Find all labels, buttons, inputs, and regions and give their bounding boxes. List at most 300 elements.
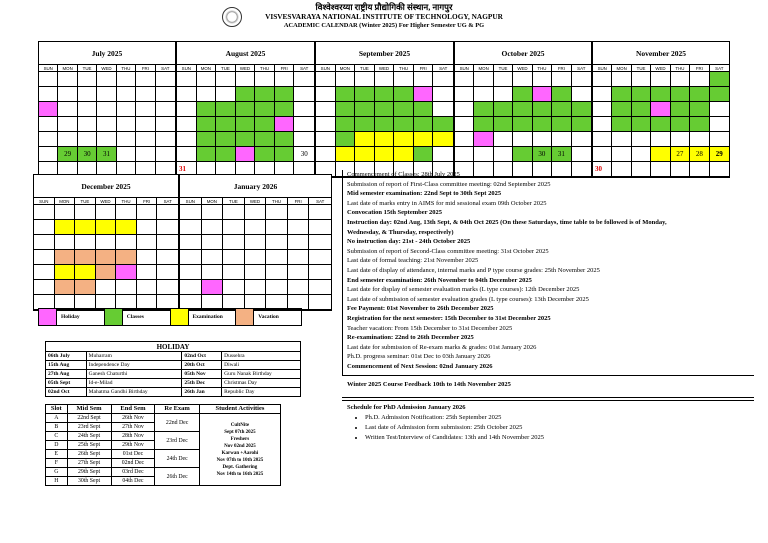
day-header: TUE: [355, 65, 375, 72]
month-title: July 2025: [39, 42, 175, 65]
day-cell: [309, 265, 331, 280]
day-cell: [288, 220, 310, 235]
day-cell: [494, 87, 513, 102]
day-cell: [309, 280, 331, 295]
day-cell: [156, 132, 175, 147]
slot-cell: 24th Sept: [67, 432, 111, 441]
day-cell: [245, 250, 267, 265]
slot-table: [45, 404, 281, 486]
day-header: SUN: [34, 198, 55, 205]
day-cell: [117, 102, 136, 117]
holiday-table: [45, 341, 301, 397]
day-cell: [414, 72, 434, 87]
day-cell: [216, 102, 236, 117]
slot-cell: 02nd Dec: [111, 459, 155, 468]
day-cell: [336, 147, 356, 162]
day-cell: [39, 87, 58, 102]
calendar-november-2025: [592, 41, 730, 178]
day-header: SUN: [39, 65, 58, 72]
day-cell: [690, 117, 709, 132]
day-cell: [96, 220, 117, 235]
day-cell: [309, 295, 331, 310]
day-cell: [710, 87, 729, 102]
day-cell: [255, 132, 275, 147]
day-cell: [690, 87, 709, 102]
day-cell: [494, 132, 513, 147]
day-cell: [116, 280, 137, 295]
day-cell: [336, 102, 356, 117]
day-cell: [671, 102, 690, 117]
day-cell: [223, 265, 245, 280]
phd-schedule-title: Schedule for PhD Admission January 2026: [347, 404, 466, 411]
day-cell: [572, 87, 591, 102]
day-cell: [75, 220, 96, 235]
holiday-cell: Diwali: [222, 361, 301, 370]
day-cell: [651, 132, 670, 147]
day-cell: [156, 117, 175, 132]
day-cell: [632, 132, 651, 147]
day-cell: [223, 235, 245, 250]
day-cell: [593, 147, 612, 162]
holiday-cell: 20th Oct: [182, 361, 222, 370]
day-header: SAT: [710, 65, 729, 72]
page-header: [0, 3, 768, 30]
day-cell: [245, 205, 267, 220]
day-cell: [294, 72, 314, 87]
day-header: THU: [255, 65, 275, 72]
day-cell: [117, 117, 136, 132]
day-cell: [97, 117, 116, 132]
day-cell: [494, 102, 513, 117]
holiday-cell: Ganesh Chaturthi: [86, 370, 182, 379]
day-cell: [136, 87, 155, 102]
day-header: THU: [266, 198, 288, 205]
activities-cell: [199, 414, 280, 486]
slot-row: [46, 414, 281, 423]
event-line: End semester examination: 26th November to 04th December 2025: [347, 276, 532, 284]
day-cell: [474, 147, 493, 162]
day-cell: [355, 102, 375, 117]
day-cell: [316, 117, 336, 132]
day-cell: [58, 102, 77, 117]
slot-cell: 29th Sept: [67, 468, 111, 477]
day-cell: [117, 87, 136, 102]
day-cell: [136, 102, 155, 117]
day-cell: [612, 72, 631, 87]
day-header: WED: [375, 65, 395, 72]
day-header: FRI: [136, 65, 155, 72]
slot-cell: H: [46, 477, 68, 486]
day-cell: [78, 117, 97, 132]
day-cell: [116, 235, 137, 250]
header-hindi: विश्वेश्वरय्या राष्ट्रीय प्रौद्योगिकी संस्थान, नागपुर: [315, 2, 453, 12]
day-cell: [552, 72, 571, 87]
day-cell: [223, 250, 245, 265]
holiday-cell: 26th Jan: [182, 388, 222, 397]
day-cell: [156, 147, 175, 162]
day-cell: [433, 72, 453, 87]
day-cell: [34, 220, 55, 235]
day-header: THU: [116, 198, 137, 205]
day-cell: [34, 205, 55, 220]
day-cell: [39, 117, 58, 132]
day-cell: [202, 205, 224, 220]
month-title: January 2026: [180, 175, 331, 198]
day-cell: 31: [177, 162, 197, 177]
event-line: Last date for submission of Re-exam marks & grades: 01st January 2026: [347, 343, 537, 351]
event-line: Commencement of Classes: 28th July 2025: [347, 171, 460, 178]
day-cell: [309, 250, 331, 265]
holiday-row: [46, 370, 301, 379]
day-cell: [572, 132, 591, 147]
event-line: Last date of display of attendance, internal marks and P type course grades: 25th November 2025: [347, 266, 600, 274]
day-cell: [116, 205, 137, 220]
holiday-row: [46, 352, 301, 361]
day-cell: [157, 220, 178, 235]
day-cell: [572, 147, 591, 162]
day-cell: [157, 205, 178, 220]
holiday-cell: Mahatma Gandhi Birthday: [86, 388, 182, 397]
day-cell: [136, 132, 155, 147]
day-cell: [75, 250, 96, 265]
day-cell: [202, 235, 224, 250]
holiday-cell: Muharram: [86, 352, 182, 361]
day-cell: [39, 147, 58, 162]
day-cell: [294, 132, 314, 147]
day-cell: [593, 117, 612, 132]
holiday-cell: Dussehra: [222, 352, 301, 361]
month-title: September 2025: [316, 42, 453, 65]
day-cell: [552, 132, 571, 147]
day-cell: [414, 102, 434, 117]
day-cell: 30: [78, 147, 97, 162]
course-feedback: Winter 2025 Course Feedback 10th to 14th November 2025: [342, 375, 754, 398]
activity-line: Sept 07th 2025: [224, 429, 256, 435]
day-cell: [156, 102, 175, 117]
day-cell: [34, 280, 55, 295]
event-line: Registration for the next semester: 15th December to 31st December 2025: [347, 314, 551, 322]
day-cell: [245, 280, 267, 295]
phd-item: • Last date of Admission form submission: 25th October 2025: [365, 423, 749, 433]
day-cell: [275, 117, 295, 132]
slot-header: Slot: [46, 405, 68, 414]
day-cell: 30: [294, 147, 314, 162]
day-header: TUE: [632, 65, 651, 72]
day-cell: [309, 235, 331, 250]
holiday-cell: Christmas Day: [222, 379, 301, 388]
day-cell: [294, 102, 314, 117]
day-cell: [266, 235, 288, 250]
day-cell: [157, 265, 178, 280]
day-cell: [572, 72, 591, 87]
day-header: THU: [394, 65, 414, 72]
day-header: WED: [651, 65, 670, 72]
day-cell: [236, 117, 256, 132]
slot-cell: 29th Nov: [111, 441, 155, 450]
event-line: Ph.D. progress seminar: 01st Dec to 03th January 2026: [347, 353, 491, 361]
slot-cell: 27th Nov: [111, 423, 155, 432]
day-cell: [288, 205, 310, 220]
month-title: August 2025: [177, 42, 314, 65]
day-header: TUE: [78, 65, 97, 72]
day-cell: [355, 87, 375, 102]
day-cell: 27: [671, 147, 690, 162]
day-cell: 30: [533, 147, 552, 162]
calendar-january-2026: [179, 174, 332, 311]
day-cell: [202, 265, 224, 280]
activity-line: Nov 02nd 2025: [224, 443, 256, 449]
day-cell: [78, 72, 97, 87]
holiday-row: [46, 379, 301, 388]
day-cell: [513, 132, 532, 147]
day-cell: [375, 102, 395, 117]
day-header: MON: [336, 65, 356, 72]
day-cell: [651, 87, 670, 102]
slot-cell: G: [46, 468, 68, 477]
day-cell: [355, 147, 375, 162]
event-line: Last date for display of semester evaluation marks (L type courses): 12th December 2025: [347, 286, 580, 294]
day-header: FRI: [690, 65, 709, 72]
day-cell: [593, 102, 612, 117]
day-cell: [494, 117, 513, 132]
day-cell: [197, 72, 217, 87]
month-title: November 2025: [593, 42, 729, 65]
event-line: Re-examination: 22nd to 26th December 2025: [347, 334, 474, 342]
holiday-cell: Independence Day: [86, 361, 182, 370]
event-line: Last date of submission of semester evaluation grades (L type courses): 13th December 2025: [347, 295, 589, 303]
day-cell: [97, 72, 116, 87]
activity-line: Nov 07th to 10th 2025: [216, 457, 264, 463]
day-cell: [236, 132, 256, 147]
day-cell: [394, 102, 414, 117]
day-cell: [651, 102, 670, 117]
day-cell: [474, 72, 493, 87]
day-cell: [55, 250, 76, 265]
day-cell: [294, 117, 314, 132]
day-header: MON: [202, 198, 224, 205]
day-cell: [355, 132, 375, 147]
day-cell: 29: [58, 147, 77, 162]
day-cell: [455, 132, 474, 147]
day-cell: [202, 280, 224, 295]
month-title: December 2025: [34, 175, 178, 198]
day-cell: [455, 147, 474, 162]
day-cell: [632, 147, 651, 162]
day-cell: [137, 250, 158, 265]
day-header: WED: [245, 198, 267, 205]
day-cell: [236, 87, 256, 102]
day-cell: [266, 205, 288, 220]
day-cell: [223, 220, 245, 235]
event-line: Submission of report of First-Class committee meeting: 02nd September 2025: [347, 180, 551, 188]
slot-cell: 27th Sept: [67, 459, 111, 468]
day-cell: [255, 87, 275, 102]
day-cell: [245, 235, 267, 250]
day-cell: [394, 147, 414, 162]
day-header: SUN: [316, 65, 336, 72]
day-cell: [513, 147, 532, 162]
day-cell: [355, 72, 375, 87]
holiday-row: [46, 388, 301, 397]
activity-line: Dept. Gathering: [222, 464, 258, 470]
day-cell: [58, 72, 77, 87]
slot-cell: 01st Dec: [111, 450, 155, 459]
day-cell: [336, 132, 356, 147]
day-cell: [316, 72, 336, 87]
day-cell: [494, 72, 513, 87]
day-header: FRI: [288, 198, 310, 205]
day-cell: [180, 250, 202, 265]
month-title: October 2025: [455, 42, 591, 65]
slot-header: Re Exam: [155, 405, 199, 414]
day-cell: [474, 132, 493, 147]
day-cell: [197, 102, 217, 117]
day-cell: [202, 250, 224, 265]
day-cell: [593, 132, 612, 147]
day-cell: [433, 147, 453, 162]
day-header: MON: [55, 198, 76, 205]
day-cell: [197, 147, 217, 162]
day-cell: [78, 87, 97, 102]
header-subtitle: ACADEMIC CALENDAR (Winter 2025) For Higher Semester UG & PG: [283, 22, 485, 29]
day-cell: [96, 265, 117, 280]
slot-header: Mid Sem: [67, 405, 111, 414]
day-header: SAT: [309, 198, 331, 205]
day-cell: [710, 117, 729, 132]
day-cell: [157, 250, 178, 265]
day-cell: [116, 250, 137, 265]
day-cell: [433, 117, 453, 132]
slot-cell: B: [46, 423, 68, 432]
day-cell: [197, 87, 217, 102]
legend-examination: Examination: [171, 309, 237, 325]
day-header: MON: [197, 65, 217, 72]
event-line: Commencement of Next Session: 02nd January 2026: [347, 362, 493, 370]
slot-cell: F: [46, 459, 68, 468]
day-cell: [180, 280, 202, 295]
day-cell: [216, 87, 236, 102]
reexam-cell: 24th Dec: [155, 450, 199, 468]
day-cell: [394, 72, 414, 87]
day-cell: [266, 280, 288, 295]
day-cell: [245, 265, 267, 280]
day-cell: [255, 147, 275, 162]
phd-schedule: [342, 400, 754, 523]
calendar-july-2025: [38, 41, 176, 178]
day-cell: [39, 72, 58, 87]
day-cell: [177, 102, 197, 117]
reexam-cell: 23rd Dec: [155, 432, 199, 450]
holiday-cell: 15th Aug: [46, 361, 87, 370]
day-header: SAT: [433, 65, 453, 72]
legend-holiday: Holiday: [39, 309, 105, 325]
day-cell: [39, 102, 58, 117]
event-line: No instruction day: 21st - 24th October 2025: [347, 238, 471, 246]
slot-cell: 22nd Sept: [67, 414, 111, 423]
day-cell: [375, 132, 395, 147]
day-cell: [156, 87, 175, 102]
day-cell: [671, 132, 690, 147]
day-cell: [651, 72, 670, 87]
day-header: FRI: [552, 65, 571, 72]
holiday-cell: 02nd Oct: [46, 388, 87, 397]
day-header: TUE: [75, 198, 96, 205]
day-cell: [180, 220, 202, 235]
holiday-cell: Id-e-Milad: [86, 379, 182, 388]
day-cell: [177, 132, 197, 147]
day-header: FRI: [275, 65, 295, 72]
event-line: Fee Payment: 01st November to 26th December 2025: [347, 305, 494, 313]
day-cell: [216, 147, 236, 162]
day-cell: [216, 117, 236, 132]
slot-cell: 30th Sept: [67, 477, 111, 486]
day-cell: [690, 132, 709, 147]
day-cell: [612, 87, 631, 102]
activity-line: Nov 14th to 16th 2025: [216, 471, 264, 477]
day-cell: [513, 117, 532, 132]
calendar-events-list: [342, 170, 754, 371]
day-cell: [494, 147, 513, 162]
day-cell: [75, 265, 96, 280]
day-cell: [474, 87, 493, 102]
day-cell: [612, 132, 631, 147]
day-cell: [288, 280, 310, 295]
header-english: VISVESVARAYA NATIONAL INSTITUTE OF TECHNOLOGY, NAGPUR: [265, 12, 503, 21]
day-cell: [136, 117, 155, 132]
day-cell: [137, 205, 158, 220]
day-cell: [180, 265, 202, 280]
day-cell: [375, 87, 395, 102]
day-cell: [55, 235, 76, 250]
calendar-october-2025: [454, 41, 592, 178]
day-header: TUE: [223, 198, 245, 205]
day-cell: [414, 132, 434, 147]
slot-cell: 26th Sept: [67, 450, 111, 459]
day-cell: [552, 102, 571, 117]
day-cell: [651, 147, 670, 162]
day-cell: [137, 220, 158, 235]
day-cell: [58, 117, 77, 132]
day-cell: [266, 220, 288, 235]
day-header: MON: [474, 65, 493, 72]
day-cell: [394, 87, 414, 102]
event-line: Instruction day: 02nd Aug, 13th Sept, & 04th Oct 2025 (On these Saturdays, time table to be followed is of Monday,: [347, 218, 667, 226]
day-cell: [593, 87, 612, 102]
event-line: Submission of report of Second-Class committee meeting: 31st October 2025: [347, 247, 549, 255]
event-line: Mid semester examination: 22nd Sept to 30th Sept 2025: [347, 190, 502, 198]
slot-header: Student Activities: [199, 405, 280, 414]
day-cell: [474, 102, 493, 117]
calendar-december-2025: [33, 174, 179, 311]
slot-cell: E: [46, 450, 68, 459]
day-cell: [255, 72, 275, 87]
day-cell: [116, 220, 137, 235]
day-cell: [552, 87, 571, 102]
slot-cell: A: [46, 414, 68, 423]
day-cell: [97, 87, 116, 102]
day-cell: [75, 280, 96, 295]
day-cell: [455, 72, 474, 87]
day-cell: [55, 265, 76, 280]
day-cell: [78, 132, 97, 147]
day-cell: 30: [593, 162, 612, 177]
activity-line: Freshers: [230, 436, 250, 442]
day-cell: [572, 102, 591, 117]
day-cell: [55, 280, 76, 295]
slot-cell: 03rd Dec: [111, 468, 155, 477]
holiday-row: [46, 361, 301, 370]
day-cell: [75, 235, 96, 250]
